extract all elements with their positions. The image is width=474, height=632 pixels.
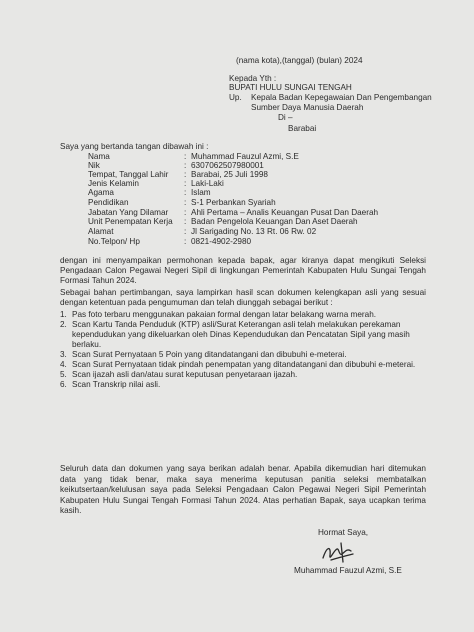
city-label: Barabai [288,124,317,133]
place-date: (nama kota),(tanggal) (bulan) 2024 [236,56,363,65]
identity-value: 6307062507980001 [191,161,264,170]
closing-salutation: Hormat Saya, [318,528,369,537]
identity-label: Nik [88,161,100,170]
identity-value: Ahli Pertama – Analis Keuangan Pusat Dan Daerah [191,208,379,217]
list-item: 4. Scan Surat Pernyataan tidak pindah penempatan yang ditandatangani dan dibubuhi e-meterai. [60,360,416,369]
list-item: 5. Scan ijazah asli dan/atau surat keputusan penyetaraan ijazah. [60,370,298,379]
request-paragraph: dengan ini menyampaikan permohonan kepada bapak, agar kiranya dapat mengikuti Seleksi Pengadaan Calon Pegawai Negeri Sipil di lingkungan Pemerintah Kabupaten Hulu Sungai Tengah Formasi Tahun 2024. [60,256,426,285]
list-item: 1. Pas foto terbaru menggunakan pakaian formal dengan latar belakang warna merah. [60,310,377,319]
di-label: Di – [278,113,293,122]
identity-label: Pendidikan [88,198,129,207]
identity-row: Agama : Islam [88,188,211,197]
intro-text: Saya yang bertanda tangan dibawah ini : [60,142,209,151]
identity-row: Unit Penempatan Kerja : Badan Pengelola Keuangan Dan Aset Daerah [88,217,358,226]
recipient-kepala-line1: Kepala Badan Kepegawaian Dan Pengembangan [251,93,432,102]
list-item: 6. Scan Transkrip nilai asli. [60,380,161,389]
attachment-list [60,310,426,390]
identity-row: Pendidikan : S-1 Perbankan Syariah [88,198,276,207]
identity-value: Islam [191,188,211,197]
identity-row: Tempat, Tanggal Lahir : Barabai, 25 Juli 1998 [88,170,268,179]
recipient-bupati: BUPATI HULU SUNGAI TENGAH [229,83,352,92]
list-item: 2. Scan Kartu Tanda Penduduk (KTP) asli/Surat Keterangan asli telah melakukan perekaman kependudukan yang dikeluarkan oleh Dinas Kependudukan dan Pencatatan Sipil yang masih berlaku. [60,320,410,349]
identity-value: 0821-4902-2980 [191,237,252,246]
identity-value: S-1 Perbankan Syariah [191,198,276,207]
identity-label: Unit Penempatan Kerja [88,217,173,226]
identity-row: Alamat : Jl Sarigading No. 13 Rt. 06 Rw. 02 [88,227,317,236]
identity-value: Laki-Laki [191,179,224,188]
identity-value: Jl Sarigading No. 13 Rt. 06 Rw. 02 [191,227,317,236]
declaration-paragraph: Seluruh data dan dokumen yang saya berikan adalah benar. Apabila dikemudian hari ditemukan data yang tidak benar, maka saya menerima keputusan panitia seleksi membatalkan keikutsertaan/kelulusan saya pada Seleksi Pengadaan Calon Pegawai Negeri Sipil Pemerintah Kabupaten Hulu Sungai Tengah Formasi Tahun 2024. Atas perhatian Bapak, saya ucapkan terima kasih. [60,464,426,515]
identity-label: Jabatan Yang Dilamar [88,208,169,217]
recipient-kepala-line2: Sumber Daya Manusia Daerah [251,103,364,112]
kepada-label: Kepada Yth : [229,74,277,83]
identity-label: Jenis Kelamin [88,179,139,188]
identity-label: No.Telpon/ Hp [88,237,140,246]
identity-row: Nama : Muhammad Fauzul Azmi, S.E [88,152,299,161]
list-item: 3. Scan Surat Pernyataan 5 Poin yang ditandatangani dan dibubuhi e-meterai. [60,350,347,359]
identity-label: Nama [88,152,110,161]
identity-row: Nik : 6307062507980001 [88,161,264,170]
signature-mark [317,540,357,566]
identity-label: Alamat [88,227,114,236]
identity-value: Badan Pengelola Keuangan Dan Aset Daerah [191,217,358,226]
identity-label: Agama [88,188,114,197]
identity-label: Tempat, Tanggal Lahir [88,170,169,179]
identity-row: No.Telpon/ Hp : 0821-4902-2980 [88,237,252,246]
identity-value: Muhammad Fauzul Azmi, S.E [191,152,299,161]
attachment-intro-paragraph: Sebagai bahan pertimbangan, saya lampirkan hasil scan dokumen kelengkapan asli yang sesuai dengan ketentuan pada pengumuman dan telah diunggah sebagai berikut : [60,288,426,307]
signatory-name: Muhammad Fauzul Azmi, S.E [294,566,402,575]
identity-value: Barabai, 25 Juli 1998 [191,170,268,179]
identity-row: Jabatan Yang Dilamar : Ahli Pertama – Analis Keuangan Pusat Dan Daerah [88,208,379,217]
identity-row: Jenis Kelamin : Laki-Laki [88,179,224,188]
up-label: Up. [229,93,242,102]
